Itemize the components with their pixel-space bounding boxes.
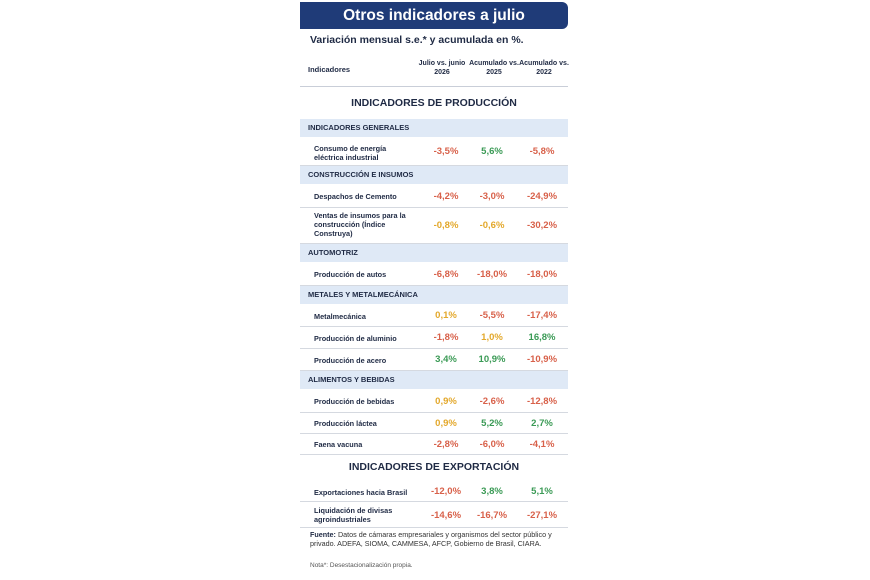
cell-value: -30,2% xyxy=(526,220,558,231)
cell-value: -4,2% xyxy=(433,191,459,202)
table-row xyxy=(300,137,568,166)
cell-value: -2,6% xyxy=(479,396,505,407)
category-general: INDICADORES GENERALES xyxy=(300,119,568,137)
row-label: Producción láctea xyxy=(314,419,377,428)
cell-value: -17,4% xyxy=(526,310,558,321)
source-text: Datos de cámaras empresariales y organismos del sector público y privado. ADEFA, SIOMA, CAMMESA, AFCP, Gobierno de Brasil, CIARA. xyxy=(310,530,552,548)
section-production-title: INDICADORES DE PRODUCCIÓN xyxy=(351,97,517,109)
section-export-title: INDICADORES DE EXPORTACIÓN xyxy=(348,461,520,473)
source-label: Fuente: xyxy=(310,530,336,539)
cell-value: -16,7% xyxy=(476,510,508,521)
cell-value: -2,8% xyxy=(433,439,459,450)
row-label: Producción de acero xyxy=(314,356,387,365)
header-col-julio: Julio vs. junio 2026 xyxy=(418,60,466,76)
row-label: Consumo de energía eléctrica industrial xyxy=(314,144,387,162)
cell-value: -12,0% xyxy=(430,486,462,497)
header-col-acum-2022: Acumulado vs. 2022 xyxy=(519,60,569,76)
table-header xyxy=(300,56,568,87)
table-row xyxy=(300,480,568,502)
cell-value: 0,1% xyxy=(435,310,457,321)
cell-value: 10,9% xyxy=(478,354,506,365)
cell-value: -5,8% xyxy=(529,146,555,157)
cell-value: 5,1% xyxy=(531,486,553,497)
row-label: Despachos de Cemento xyxy=(314,192,397,201)
header-indicadores: Indicadores xyxy=(308,65,351,74)
table-row xyxy=(300,184,568,208)
cell-value: 0,9% xyxy=(435,418,457,429)
cell-value: -18,0% xyxy=(476,269,508,280)
source-note xyxy=(310,530,562,548)
cell-value: -10,9% xyxy=(526,354,558,365)
row-label: Liquidación de divisas agroindustriales xyxy=(314,506,393,524)
category-construction: CONSTRUCCIÓN E INSUMOS xyxy=(300,166,568,184)
cell-value: -5,5% xyxy=(479,310,505,321)
cell-value: -6,8% xyxy=(433,269,459,280)
cell-value: 16,8% xyxy=(528,332,556,343)
cell-value: -1,8% xyxy=(433,332,459,343)
page-title: Otros indicadores a julio xyxy=(343,6,525,24)
cell-value: -14,6% xyxy=(430,510,462,521)
cell-value: -0,8% xyxy=(433,220,459,231)
cell-value: -27,1% xyxy=(526,510,558,521)
cell-value: -6,0% xyxy=(479,439,505,450)
row-label: Producción de aluminio xyxy=(314,334,397,343)
cell-value: -24,9% xyxy=(526,191,558,202)
row-label: Metalmecánica xyxy=(314,312,366,321)
cell-value: -3,0% xyxy=(479,191,505,202)
category-alimentos: ALIMENTOS Y BEBIDAS xyxy=(300,371,568,389)
table-row xyxy=(300,327,568,349)
category-automotriz: AUTOMOTRIZ xyxy=(300,244,568,262)
cell-value: 3,8% xyxy=(481,486,503,497)
category-metales: METALES Y METALMECÁNICA xyxy=(300,286,568,304)
cell-value: -4,1% xyxy=(529,439,555,450)
footnote: Nota*: Desestacionalización propia. xyxy=(310,562,413,569)
cell-value: -0,6% xyxy=(479,220,505,231)
cell-value: -3,5% xyxy=(433,146,459,157)
table-row xyxy=(300,349,568,371)
table-row xyxy=(300,389,568,413)
cell-value: 0,9% xyxy=(435,396,457,407)
table-row xyxy=(300,434,568,455)
cell-value: 1,0% xyxy=(481,332,503,343)
cell-value: -18,0% xyxy=(526,269,558,280)
row-label: Producción de bebidas xyxy=(314,397,395,406)
cell-value: 2,7% xyxy=(531,418,553,429)
header-col-acum-2025: Acumulado vs. 2025 xyxy=(469,60,519,76)
table-row xyxy=(300,502,568,528)
table-row xyxy=(300,208,568,244)
row-label: Faena vacuna xyxy=(314,440,363,449)
cell-value: 5,6% xyxy=(481,146,503,157)
table-row xyxy=(300,413,568,434)
table-row xyxy=(300,304,568,327)
cell-value: 5,2% xyxy=(481,418,503,429)
title-banner xyxy=(300,2,568,29)
row-label: Producción de autos xyxy=(314,270,387,279)
cell-value: 3,4% xyxy=(435,354,457,365)
row-label: Exportaciones hacia Brasil xyxy=(314,488,408,497)
indicators-card xyxy=(300,0,568,580)
subtitle: Variación mensual s.e.* y acumulada en %. xyxy=(310,34,524,46)
cell-value: -12,8% xyxy=(526,396,558,407)
table-row xyxy=(300,262,568,286)
row-label: Ventas de insumos para la construcción (Índice Construya) xyxy=(314,211,406,238)
